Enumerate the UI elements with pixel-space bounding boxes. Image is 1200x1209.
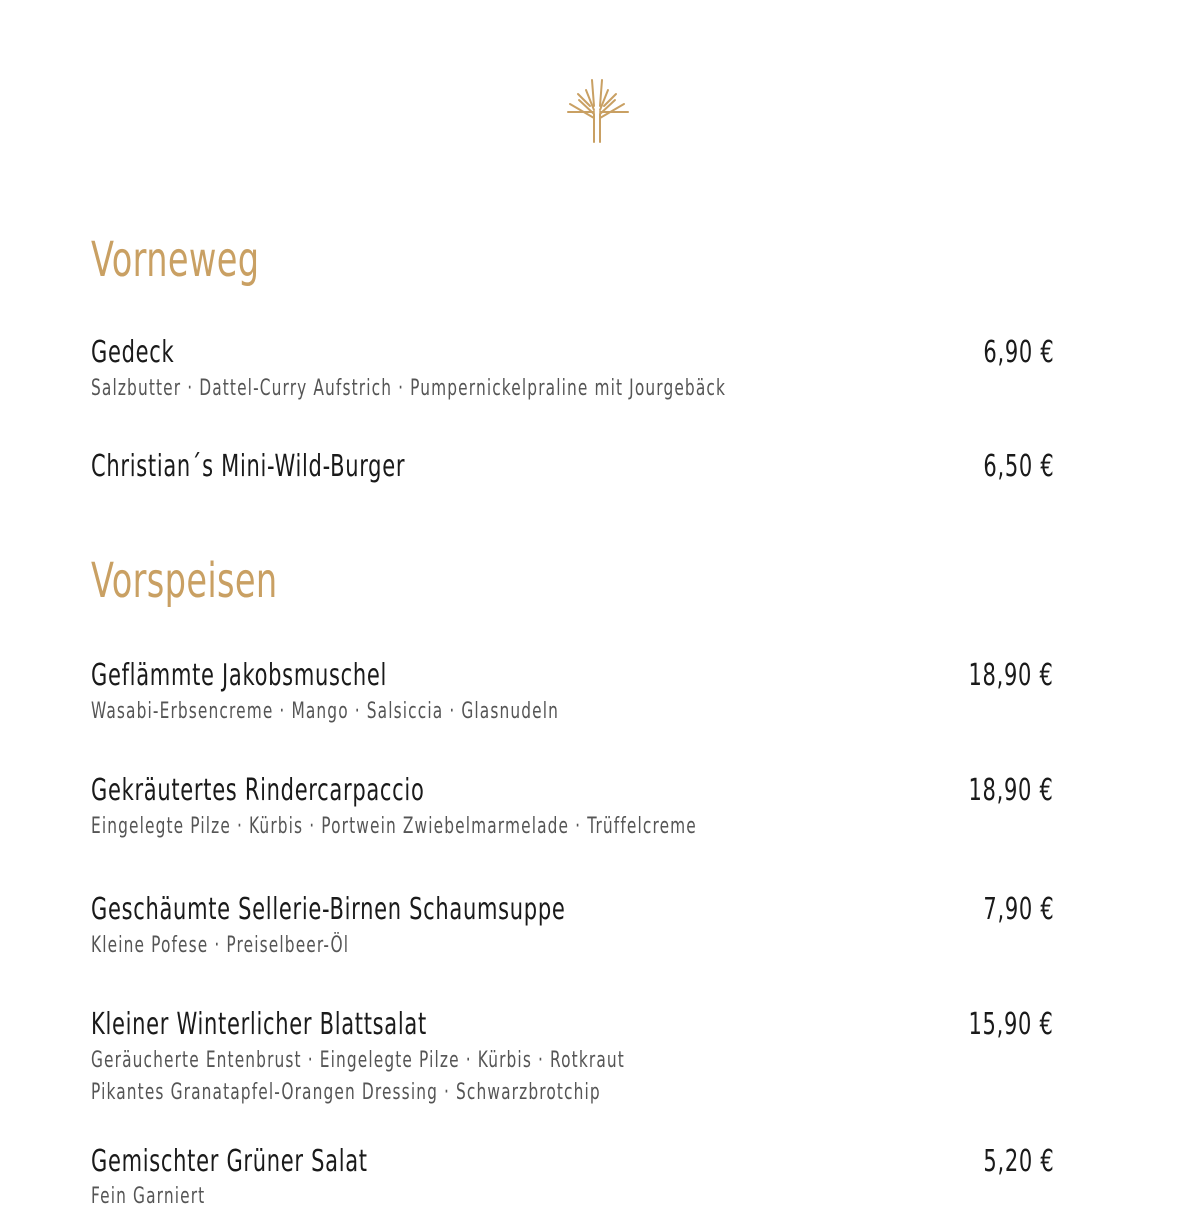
menu-item-name: Gedeck [91,335,175,370]
menu-item-description: Fein Garniert [91,1184,206,1209]
menu-item-name: Geschäumte Sellerie-Birnen Schaumsuppe [91,892,566,927]
menu-item-price: 15,90 € [968,1007,1054,1042]
menu-item-description: Pikantes Granatapfel-Orangen Dressing · Schwarzbrotchip [91,1080,601,1105]
menu-item-name: Geflämmte Jakobsmuschel [91,658,388,693]
section-title-vorneweg: Vorneweg [91,232,260,288]
menu-item-name: Christian´s Mini-Wild-Burger [91,449,406,484]
menu-item-description: Wasabi-Erbsencreme · Mango · Salsiccia · Glasnudeln [91,699,560,724]
menu-item-price: 18,90 € [968,658,1054,693]
section-title-vorspeisen: Vorspeisen [91,553,278,609]
menu-item-name: Gekräutertes Rindercarpaccio [91,773,425,808]
menu-item-price: 6,50 € [983,449,1054,484]
menu-item-description: Kleine Pofese · Preiselbeer-Öl [91,933,350,958]
menu-item-description: Geräucherte Entenbrust · Eingelegte Pilze · Kürbis · Rotkraut [91,1048,625,1073]
tree-logo-icon [564,76,634,146]
menu-item-name: Kleiner Winterlicher Blattsalat [91,1007,427,1042]
menu-item-description: Eingelegte Pilze · Kürbis · Portwein Zwiebelmarmelade · Trüffelcreme [91,814,697,839]
menu-item-description: Salzbutter · Dattel-Curry Aufstrich · Pumpernickelpraline mit Jourgebäck [91,376,727,401]
menu-item-price: 6,90 € [983,335,1054,370]
menu-item-price: 18,90 € [968,773,1054,808]
menu-item-price: 7,90 € [983,892,1054,927]
menu-item-name: Gemischter Grüner Salat [91,1144,368,1179]
menu-item-price: 5,20 € [983,1144,1054,1179]
